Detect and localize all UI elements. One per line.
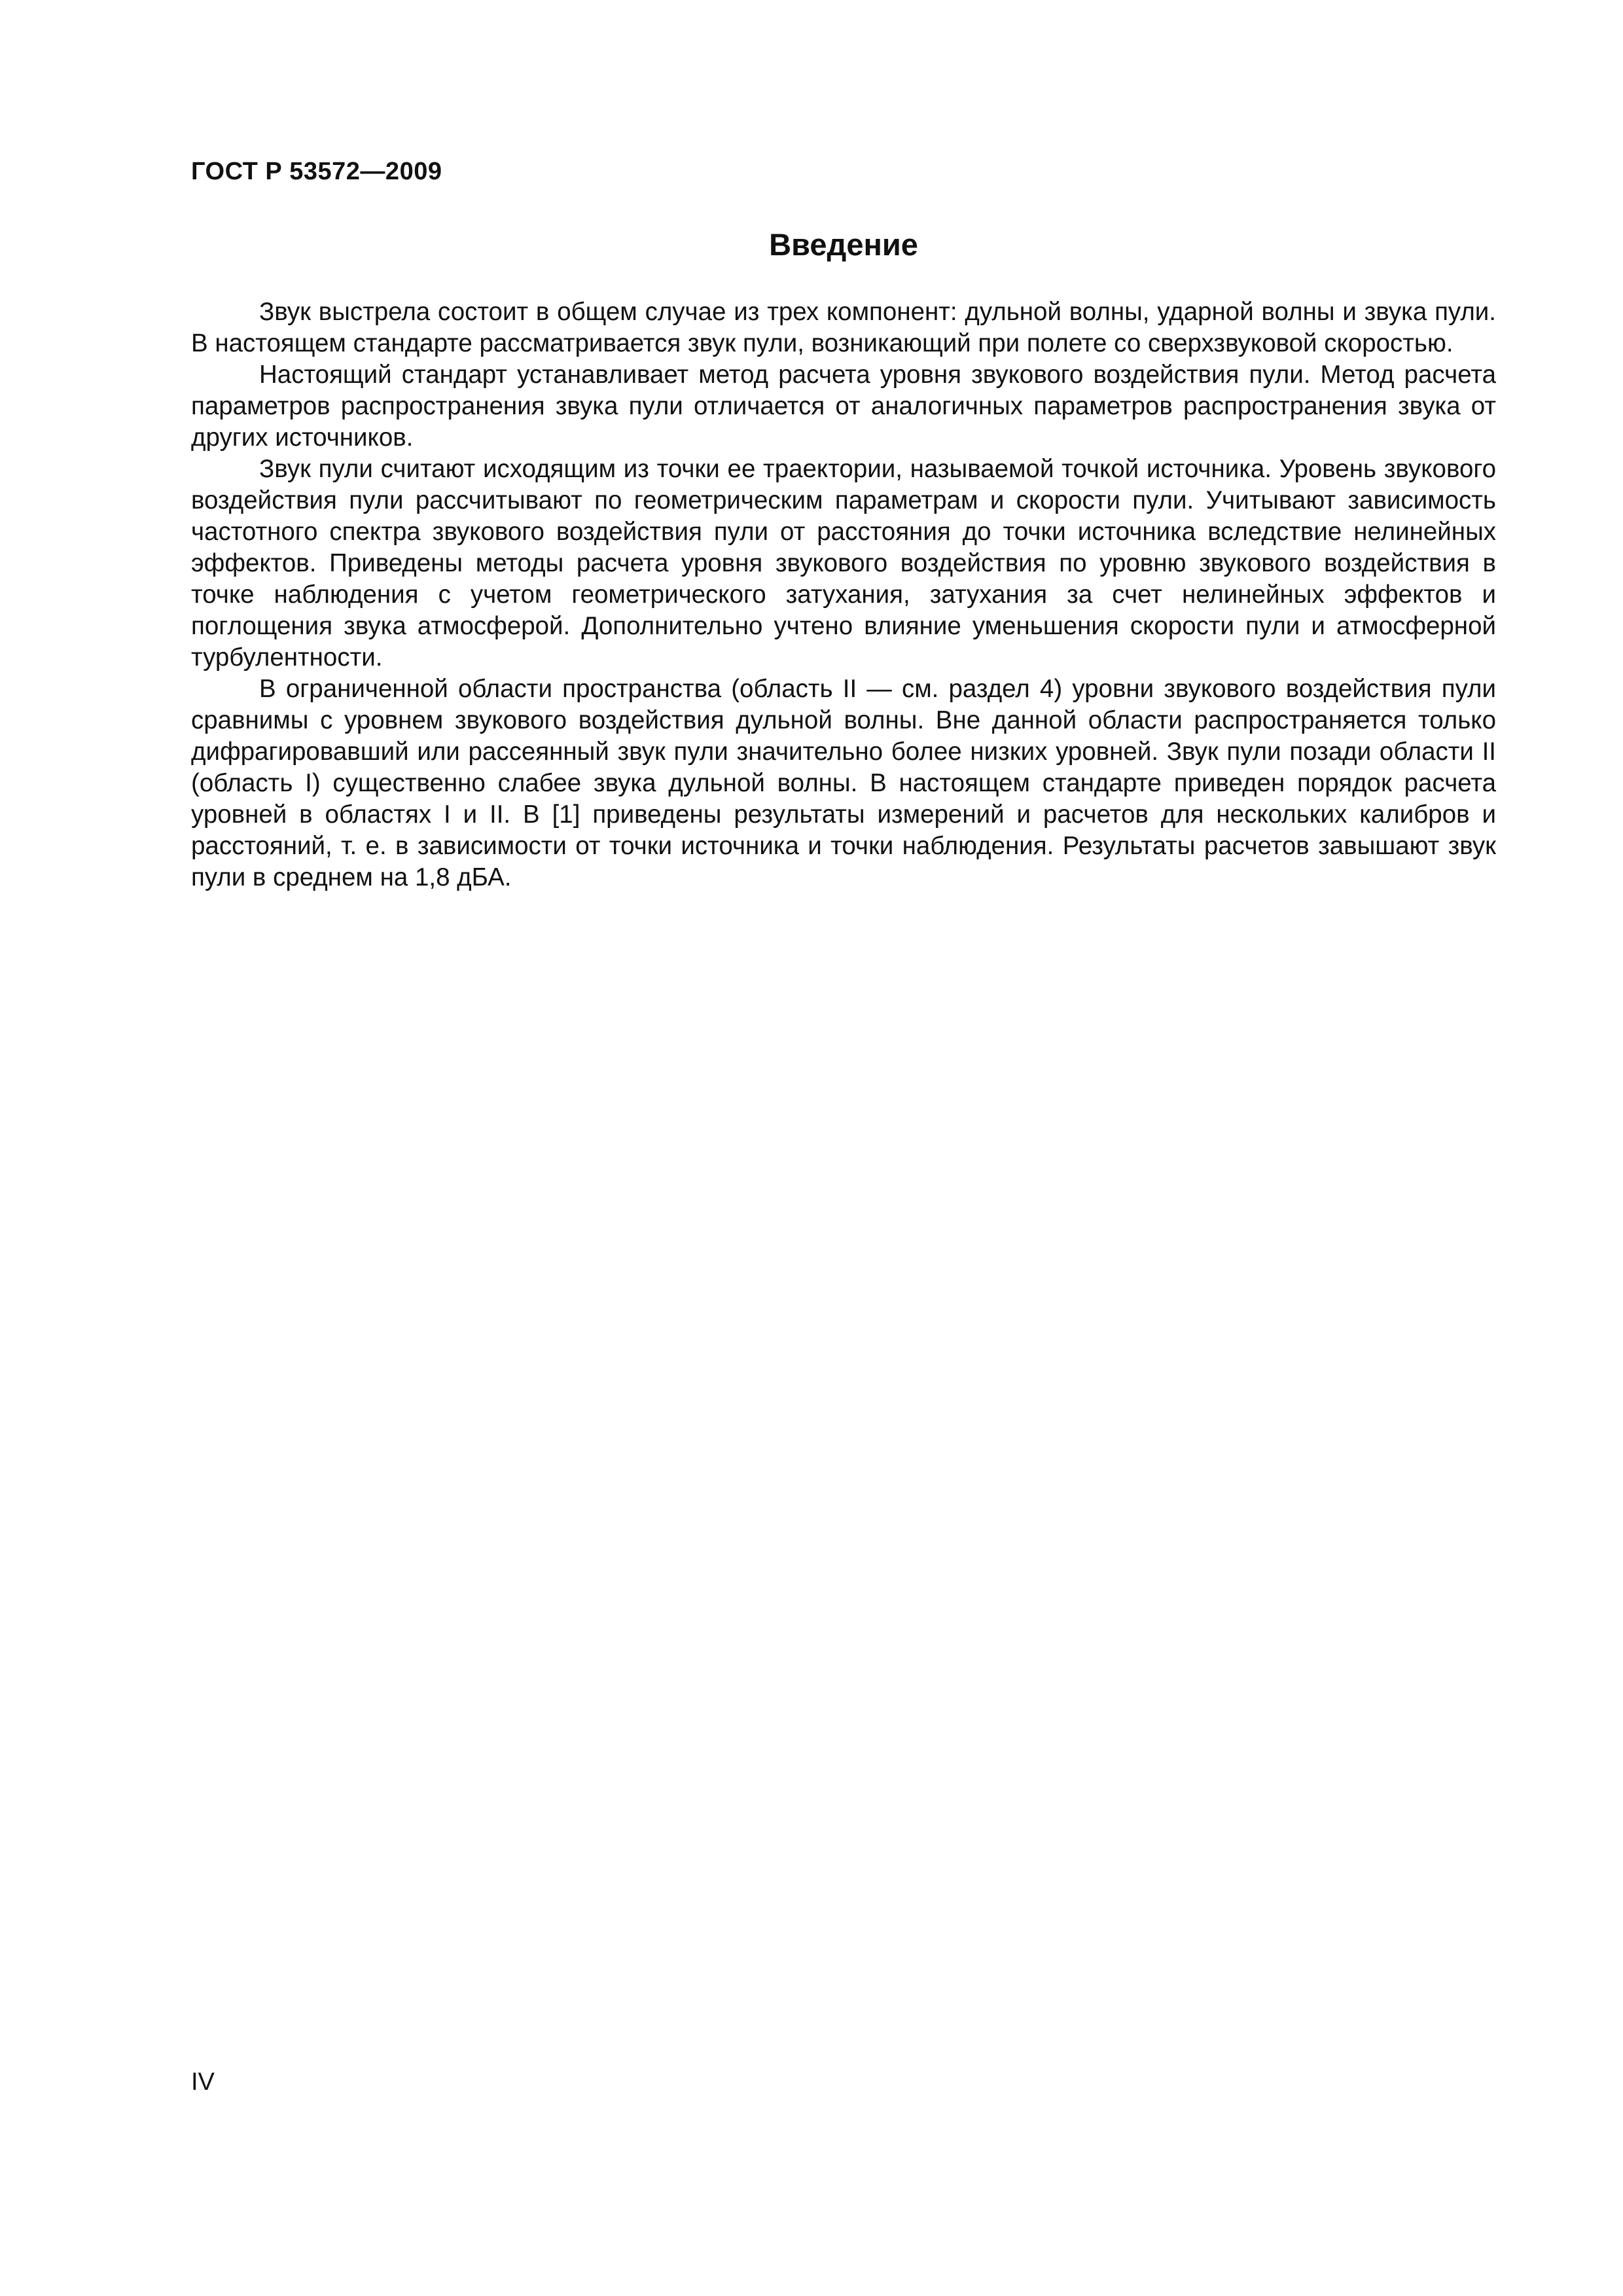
section-body bbox=[191, 296, 1496, 893]
document-standard-id: ГОСТ Р 53572—2009 bbox=[191, 158, 442, 185]
body-paragraph: Настоящий стандарт устанавливает метод расчета уровня звукового воздействия пули. Метод расчета параметров распространения звука пули отличается от аналогичных параметров распространения звука от других источников. bbox=[191, 361, 1496, 452]
body-paragraph: Звук пули считают исходящим из точки ее траектории, называемой точкой источника. Уровень звукового воздействия пули рассчитывают по геометрическим параметрам и скорости пули. Учитывают зависимость частотного спектра звукового воздействия пули от расстояния до точки источника вследствие нелинейных эффектов. Приведены методы расчета уровня звукового воздействия по уровню звукового воздействия в точке наблюдения с учетом геометрического затухания, затухания за счет нелинейных эффектов и поглощения звука атмосферой. Дополнительно учтено влияние уменьшения скорости пули и атмосферной турбулентности. bbox=[191, 455, 1496, 672]
body-paragraph: В ограниченной области пространства (область II — см. раздел 4) уровни звукового воздействия пули сравнимы с уровнем звукового воздействия дульной волны. Вне данной области распространяется только дифрагировавший или рассеянный звук пули значительно более низких уровней. Звук пули позади области II (область I) существенно слабее звука дульной волны. В настоящем стандарте приведен порядок расчета уровней в областях I и II. В [1] приведены результаты измерений и расчетов для нескольких калибров и расстояний, т. е. в зависимости от точки источника и точки наблюдения. Результаты расчетов завышают звук пули в среднем на 1,8 дБА. bbox=[191, 675, 1496, 891]
section-title: Введение bbox=[769, 227, 918, 262]
page-number: IV bbox=[191, 2068, 215, 2096]
body-paragraph: Звук выстрела состоит в общем случае из трех компонент: дульной волны, ударной волны и звука пули. В настоящем стандарте рассматривается звук пули, возникающий при полете со сверхзвуковой скоростью. bbox=[191, 298, 1496, 357]
